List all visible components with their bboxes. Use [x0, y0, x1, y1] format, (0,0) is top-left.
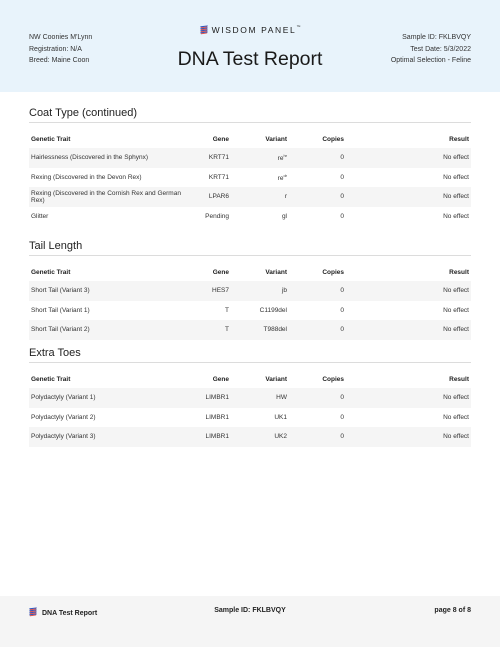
column-header-variant: Variant [265, 269, 287, 276]
section-title: Extra Toes [29, 347, 471, 363]
column-header-gene: Gene [212, 136, 229, 143]
column-header-gene: Gene [212, 376, 229, 383]
report-header [0, 0, 500, 92]
footer-sample-id: Sample ID: FKLBVQY [214, 607, 286, 614]
trait-name: Short Tail (Variant 1) [31, 306, 90, 314]
trait-name: Hairlessness (Discovered in the Sphynx) [29, 148, 187, 168]
gene-name: T [187, 320, 231, 340]
column-header-trait: Genetic Trait [31, 136, 71, 143]
gene-name: LPAR6 [187, 187, 231, 207]
trait-name: Short Tail (Variant 2) [29, 320, 187, 340]
table-row [29, 388, 471, 408]
column-header-copies: Copies [322, 376, 344, 383]
variant [231, 187, 289, 207]
sample-info [391, 32, 471, 67]
trait-table [29, 131, 471, 226]
column-header-variant: Variant [265, 136, 287, 143]
table-row [29, 320, 471, 340]
section-title: Coat Type (continued) [29, 107, 471, 123]
sample-id: Sample ID: FKLBVQY [402, 34, 471, 41]
column-header-copies: Copies [322, 136, 344, 143]
trait-name: Glitter [31, 212, 49, 220]
result: No effect [443, 413, 469, 421]
variant [231, 301, 289, 321]
result: No effect [349, 320, 471, 340]
trait-name: Polydactyly (Variant 2) [31, 413, 96, 421]
trait-name: Rexing (Discovered in the Cornish Rex and German Rex) [29, 187, 187, 207]
table-header-row [29, 371, 471, 388]
table-header-row [29, 264, 471, 281]
product-name: Optimal Selection - Feline [390, 57, 471, 64]
column-header-gene: Gene [212, 269, 229, 276]
table-row [29, 408, 471, 428]
trait-name: Polydactyly (Variant 3) [29, 427, 187, 447]
variant-symbol: C1199del [259, 306, 287, 314]
copies-count: 0 [340, 306, 344, 314]
variant [231, 427, 289, 447]
column-header-result: Result [449, 269, 469, 276]
gene-name: HES7 [187, 281, 231, 301]
column-header-result: Result [449, 136, 469, 143]
variant-symbol: re [277, 174, 284, 182]
page-title: DNA Test Report [177, 48, 323, 70]
footer-report-text: DNA Test Report [42, 610, 98, 617]
result: No effect [349, 427, 471, 447]
section-coat-type [29, 107, 471, 226]
page-number: page 8 of 8 [434, 607, 471, 614]
result: No effect [349, 187, 471, 207]
brand-name: WISDOM PANEL [211, 25, 297, 35]
table-row [29, 281, 471, 301]
variant-symbol: re [277, 155, 284, 163]
gene-name: LIMBR1 [187, 427, 231, 447]
trait-table [29, 264, 471, 340]
copies-count: 0 [340, 413, 344, 421]
result: No effect [349, 388, 471, 408]
variant-symbol: HW [276, 394, 287, 402]
variant-symbol: UK2 [274, 433, 287, 441]
gene-name: LIMBR1 [187, 388, 231, 408]
variant [231, 408, 289, 428]
variant-superscript: hr [283, 153, 287, 159]
column-header-result: Result [449, 376, 469, 383]
variant [231, 320, 289, 340]
copies-count: 0 [289, 320, 349, 340]
table-row [29, 427, 471, 447]
result: No effect [443, 306, 469, 314]
section-tail-length [29, 240, 471, 340]
report-footer [0, 596, 500, 647]
variant [231, 388, 289, 408]
variant [231, 148, 289, 168]
trait-name: Short Tail (Variant 3) [29, 281, 187, 301]
table-row [29, 301, 471, 321]
variant-superscript: dr [283, 172, 287, 178]
variant-symbol: UK1 [274, 413, 287, 421]
gene-name: T [225, 306, 229, 314]
variant-symbol: T988del [263, 326, 287, 334]
gene-name: LIMBR1 [205, 413, 229, 421]
table-header-row [29, 131, 471, 148]
variant-symbol: gl [281, 212, 287, 220]
gene-name: KRT71 [187, 148, 231, 168]
wisdom-panel-logo-icon [200, 25, 208, 35]
result: No effect [349, 148, 471, 168]
trademark: ™ [296, 24, 301, 29]
copies-count: 0 [289, 187, 349, 207]
section-title: Tail Length [29, 240, 471, 256]
trait-name: Polydactyly (Variant 1) [29, 388, 187, 408]
gene-name: KRT71 [208, 173, 229, 181]
copies-count: 0 [340, 173, 344, 181]
breed: Breed: Maine Coon [29, 57, 90, 64]
result: No effect [443, 173, 469, 181]
column-header-trait: Genetic Trait [31, 376, 71, 383]
result: No effect [443, 212, 469, 220]
table-row [29, 207, 471, 227]
copies-count: 0 [289, 427, 349, 447]
test-date: Test Date: 5/3/2022 [410, 45, 471, 53]
variant [231, 207, 289, 227]
trait-name: Rexing (Discovered in the Devon Rex) [31, 173, 142, 181]
column-header-variant: Variant [265, 376, 287, 383]
section-extra-toes [29, 347, 471, 447]
copies-count: 0 [289, 148, 349, 168]
registration: Registration: N/A [29, 45, 82, 53]
variant [231, 168, 289, 188]
pet-name: NW Coonies M'Lynn [29, 34, 93, 41]
copies-count: 0 [289, 281, 349, 301]
table-row [29, 168, 471, 188]
copies-count: 0 [289, 388, 349, 408]
variant-symbol: jb [281, 287, 287, 295]
variant-symbol: r [284, 193, 287, 201]
variant [231, 281, 289, 301]
column-header-copies: Copies [322, 269, 344, 276]
copies-count: 0 [340, 212, 344, 220]
table-row [29, 148, 471, 168]
column-header-trait: Genetic Trait [31, 269, 71, 276]
gene-name: Pending [205, 212, 229, 220]
trait-table [29, 371, 471, 447]
result: No effect [349, 281, 471, 301]
table-row [29, 187, 471, 207]
